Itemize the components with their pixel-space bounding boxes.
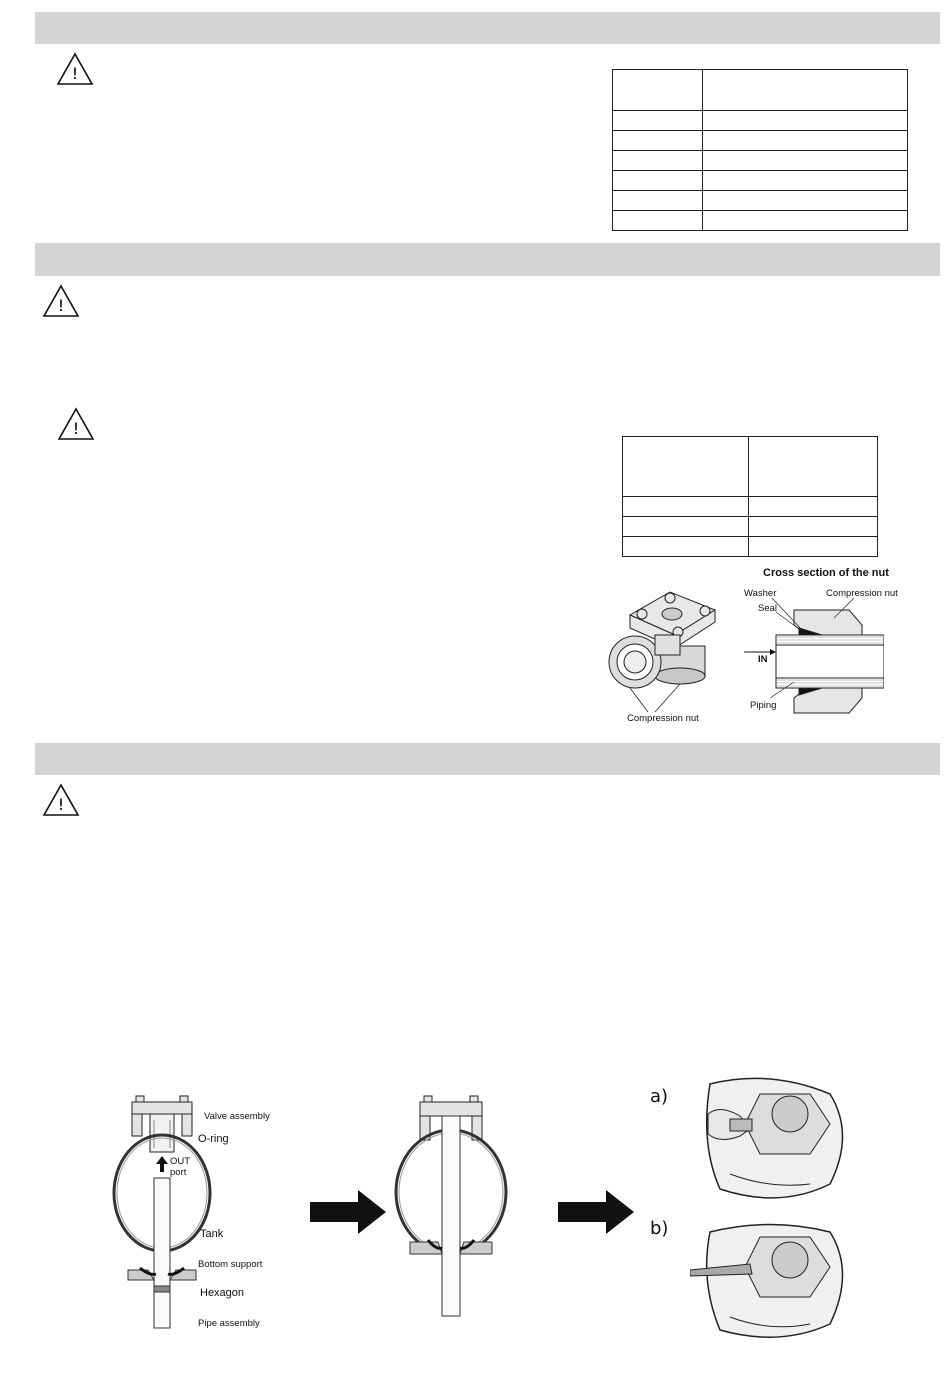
hexagon-wrench-step-b-figure: [690, 1212, 850, 1344]
table-2-cell: [749, 497, 878, 517]
spec-table-2: [622, 436, 878, 557]
section-header-bar-1: [35, 12, 940, 44]
hexagon-wrench-step-a-figure: [690, 1074, 850, 1204]
table-1-header-cell: [613, 70, 703, 111]
arrow-right-icon: [558, 1190, 634, 1234]
table-1-header-cell: [703, 70, 908, 111]
table-1-cell: [703, 151, 908, 171]
label-out-port-line-1: OUT: [170, 1156, 191, 1167]
label-washer: Washer: [744, 588, 777, 599]
table-1-cell: [703, 131, 908, 151]
label-compression-nut-top: Compression nut: [826, 588, 898, 599]
warning-triangle-icon: [57, 407, 95, 441]
section-header-bar-3: [35, 743, 940, 775]
label-compression-nut-bottom: Compression nut: [627, 713, 699, 724]
svg-text:!: !: [57, 296, 65, 315]
table-1-cell: [613, 171, 703, 191]
label-hexagon: Hexagon: [200, 1287, 245, 1299]
tank-assembly-assembled-figure: [392, 1092, 512, 1322]
section-header-bar-2: [35, 243, 940, 276]
table-1-cell: [613, 211, 703, 231]
label-pipe-assembly: Pipe assembly: [198, 1318, 260, 1329]
label-out-port: [170, 1156, 190, 1178]
warning-triangle-icon: [42, 783, 80, 817]
label-bottom-support: Bottom support: [198, 1259, 263, 1270]
label-valve-assembly: Valve assembly: [204, 1111, 270, 1122]
cross-section-title: Cross section of the nut: [763, 567, 889, 579]
table-2-cell: [749, 537, 878, 557]
label-piping: Piping: [750, 700, 777, 711]
table-1-cell: [613, 111, 703, 131]
svg-text:!: !: [57, 795, 65, 814]
arrow-right-icon: [310, 1190, 386, 1234]
spec-table-1: [612, 69, 908, 231]
label-tank: Tank: [200, 1228, 224, 1240]
warning-triangle-icon: [56, 52, 94, 86]
label-seal: Seal: [758, 603, 778, 614]
label-in: IN: [758, 654, 768, 665]
valve-compression-nut-figure: [600, 580, 730, 730]
label-out-port-line-2: port: [170, 1167, 187, 1178]
table-1-cell: [613, 151, 703, 171]
table-2-header-cell: [749, 437, 878, 497]
table-1-cell: [703, 191, 908, 211]
warning-triangle-icon: [42, 284, 80, 318]
table-2-cell: [623, 497, 749, 517]
svg-text:!: !: [72, 419, 80, 438]
table-2-cell: [749, 517, 878, 537]
table-1-cell: [613, 131, 703, 151]
table-1-cell: [703, 111, 908, 131]
label-o-ring: O-ring: [198, 1133, 229, 1145]
step-a-label: a): [650, 1086, 669, 1107]
table-1-cell: [613, 191, 703, 211]
table-2-header-cell: [623, 437, 749, 497]
svg-text:!: !: [71, 64, 79, 83]
table-1-cell: [703, 171, 908, 191]
table-2-cell: [623, 537, 749, 557]
table-1-cell: [703, 211, 908, 231]
step-b-label: b): [650, 1218, 669, 1239]
table-2-cell: [623, 517, 749, 537]
